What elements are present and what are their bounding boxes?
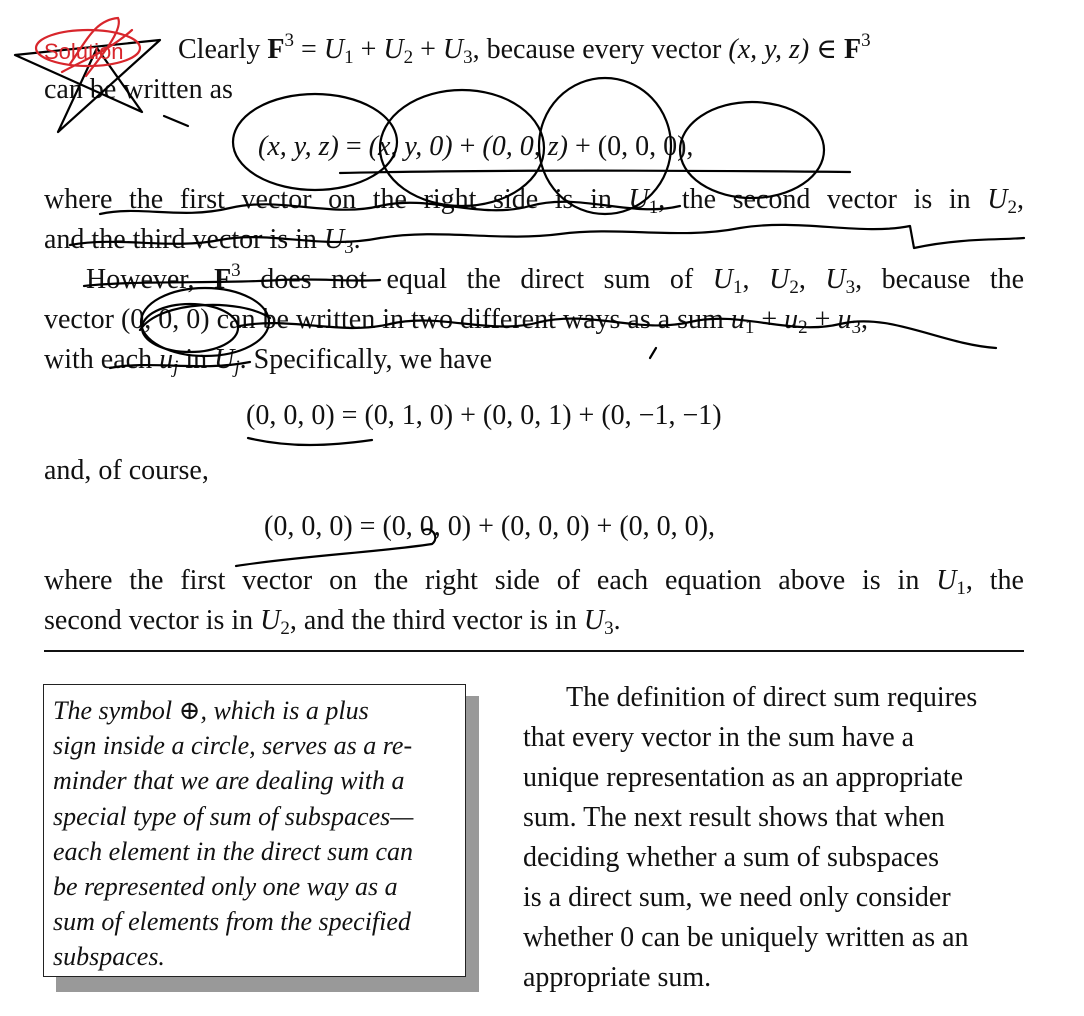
p1-line2: can be written as	[44, 74, 233, 105]
para-line: unique representation as an appropriate	[523, 762, 964, 793]
solution-stamp-text: Solution	[44, 39, 124, 64]
p1-line1: Clearly $F^3 = U_1 + U_2 + U_3$, because every vector (x, y, z) ∈ $F^3$	[178, 30, 871, 68]
para-line: is a direct sum, we need only consider	[523, 882, 951, 913]
para-line: that every vector in the sum have a	[523, 722, 915, 753]
horizontal-rule	[44, 650, 1024, 652]
note-line: special type of sum of subspaces—	[53, 801, 414, 831]
p3-line2: vector (0, 0, 0) can be written in two different ways as a sum $u_1 + u_2 + u_3$,	[44, 304, 868, 338]
solution-stamp	[36, 18, 140, 76]
note-line: each element in the direct sum can	[53, 836, 414, 866]
para-line: appropriate sum.	[523, 962, 712, 993]
p4-line2: second vector is in $U_2$, and the third vector is in $U_3$.	[44, 605, 621, 639]
equation-decomposition: (x, y, z) = (x, y, 0) + (0, 0, z) + (0, 0, 0),	[258, 131, 694, 162]
note-line: subspaces.	[53, 942, 165, 972]
and-of-course: and, of course,	[44, 455, 209, 486]
equation-zero-trivial: (0, 0, 0) = (0, 0, 0) + (0, 0, 0) + (0, 0, 0),	[264, 511, 715, 542]
margin-note-box	[43, 684, 466, 977]
p4-line1: where the first vector on the right side of each equation above is in $U_1$, the	[44, 565, 1024, 599]
direct-sum-paragraph	[523, 678, 1024, 998]
p3-line1: However, $F^3$ does not equal the direct sum of $U_1$, $U_2$, $U_3$, because the	[86, 260, 1025, 298]
note-line: sum of elements from the specified	[53, 907, 411, 937]
note-line: The symbol ⊕, which is a plus	[53, 696, 369, 725]
note-line: sign inside a circle, serves as a re-	[53, 731, 413, 761]
para-line: deciding whether a sum of subspaces	[523, 842, 939, 873]
p2-line1: where the first vector on the right side is in $U_1$, the second vector is in $U_2$,	[44, 184, 1025, 218]
para-line: sum. The next result shows that when	[523, 802, 945, 833]
equation-zero-nontrivial: (0, 0, 0) = (0, 1, 0) + (0, 0, 1) + (0, −1, −1)	[246, 400, 722, 431]
p3-line3: with each $u_j$ in $U_j$. Specifically, we have	[44, 344, 493, 378]
para-line: The definition of direct sum requires	[566, 682, 978, 713]
para-line: whether 0 can be uniquely written as an	[523, 922, 969, 953]
note-line: be represented only one way as a	[53, 872, 398, 902]
p2-line2: and the third vector is in $U_3$.	[44, 224, 361, 258]
note-line: minder that we are dealing with a	[53, 766, 405, 796]
